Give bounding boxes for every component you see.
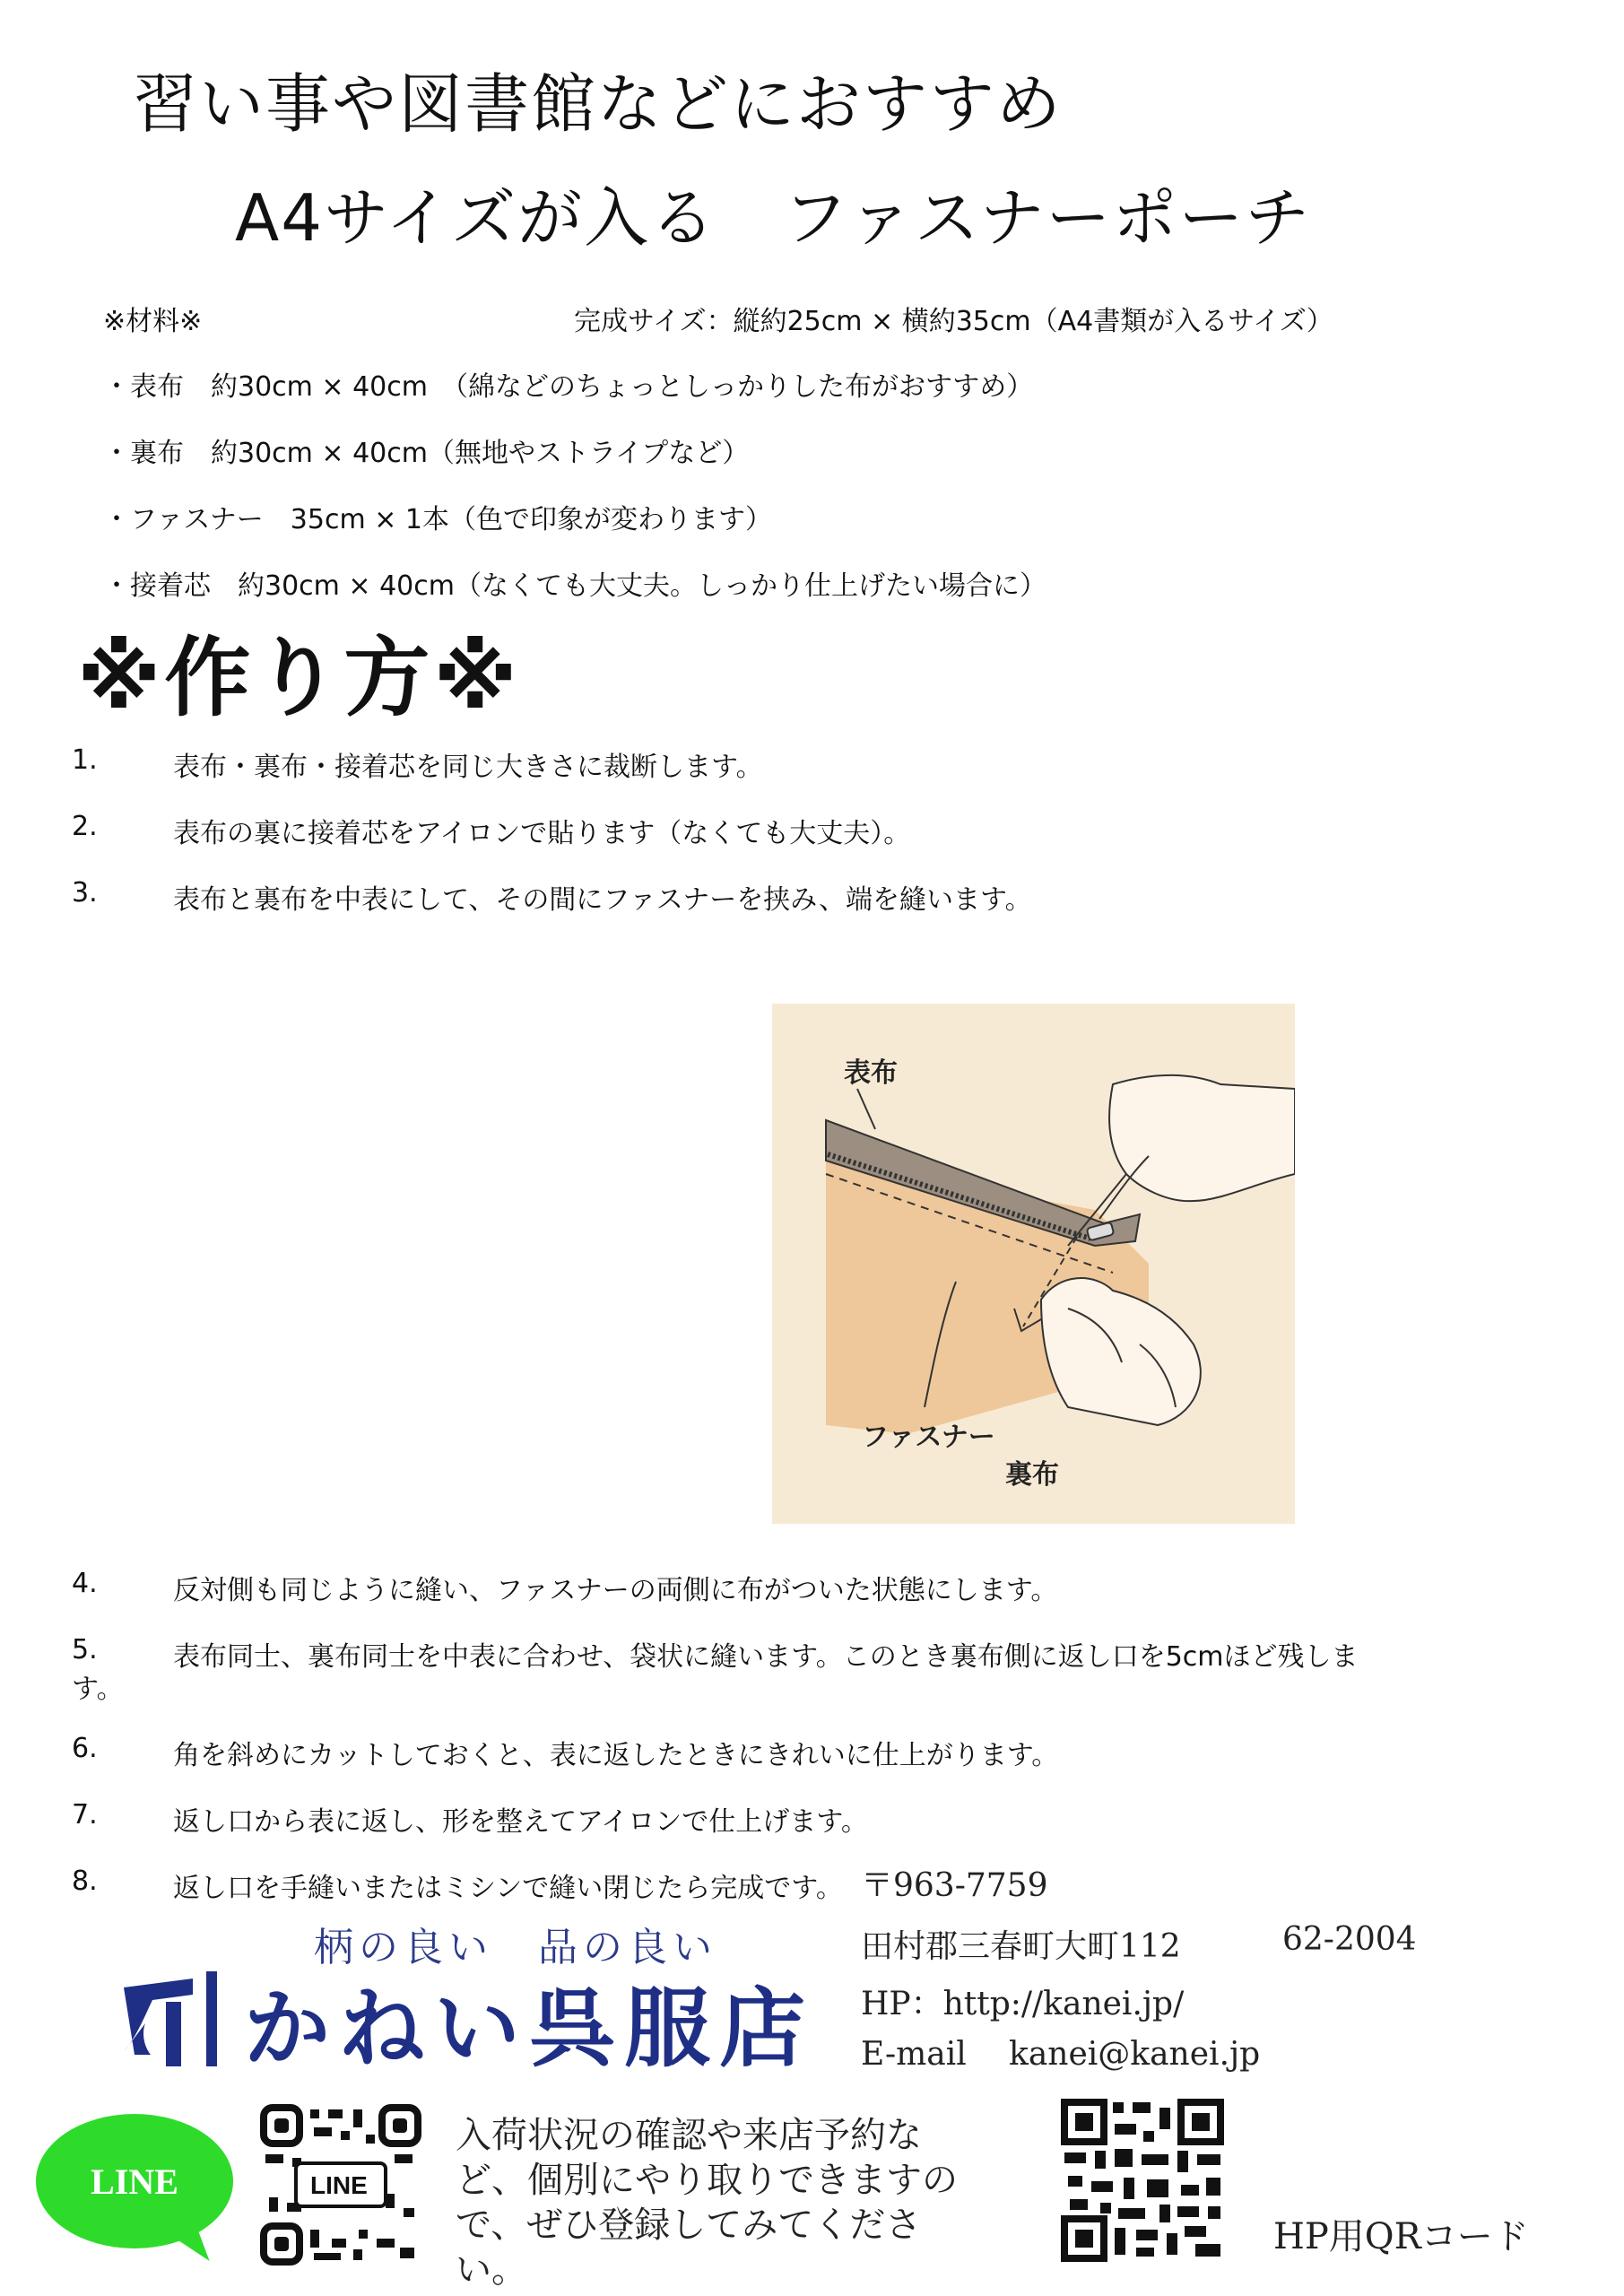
line-badge-label: LINE: [91, 2161, 178, 2202]
step-text: 反対側も同じように縫い、ファスナーの両側に布がついた状態にします。: [173, 1575, 1058, 1606]
step-number: 2.: [72, 811, 98, 842]
shop-email-label: E-mail: [861, 2036, 967, 2073]
step-text: 表布の裏に接着芯をアイロンで貼ります（なくても大丈夫）。: [173, 818, 911, 849]
postal-code: 〒963-7759: [861, 1867, 1048, 1904]
shop-phone: 62-2004: [1282, 1921, 1417, 1958]
material-item: ・ファスナー 35cm × 1本（色で印象が変わります）: [103, 504, 772, 535]
material-item: ・接着芯 約30cm × 40cm（なくても大丈夫。しっかり仕上げたい場合に）: [103, 570, 1046, 602]
shop-email[interactable]: kanei@kanei.jp: [1009, 2036, 1261, 2073]
step-text: 返し口から表に返し、形を整えてアイロンで仕上げます。: [173, 1806, 868, 1838]
label-lining-fabric: 裏布: [1005, 1459, 1059, 1491]
shop-logo-icon: [117, 1970, 224, 2068]
step-text: 表布と裏布を中表にして、その間にファスナーを挟み、端を縫います。: [173, 884, 1032, 916]
material-item: ・表布 約30cm × 40cm （綿などのちょっとしっかりした布がおすすめ）: [103, 371, 1034, 403]
step-text: 角を斜めにカットしておくと、表に返したときにきれいに仕上がります。: [173, 1740, 1059, 1771]
material-item: ・裏布 約30cm × 40cm（無地やストライプなど）: [103, 438, 750, 469]
shop-homepage[interactable]: HP：http://kanei.jp/: [861, 1986, 1185, 2022]
step-text: 表布・裏布・接着芯を同じ大きさに裁断します。: [173, 752, 763, 783]
title-line2: A4サイズが入る ファスナーポーチ: [235, 180, 1312, 256]
title-line1: 習い事や図書館などにおすすめ: [133, 66, 1063, 142]
step-number: 3.: [72, 877, 98, 909]
line-note: 入荷状況の確認や来店予約など、個別にやり取りできますので、ぜひ登録してみてください。: [456, 2115, 958, 2291]
step-number: 1.: [72, 744, 98, 776]
line-qr-code[interactable]: [260, 2104, 421, 2266]
shop-address: 田村郡三春町大町112: [861, 1928, 1181, 1965]
step-text: 返し口を手縫いまたはミシンで縫い閉じたら完成です。: [173, 1873, 843, 1904]
hp-qr-icon: [1061, 2099, 1224, 2262]
shop-logo-mark: [117, 1970, 224, 2068]
materials-heading: ※材料※: [103, 306, 203, 337]
step-number: 6.: [72, 1733, 98, 1764]
step-number: 8.: [72, 1866, 98, 1897]
line-qr-label: LINE: [310, 2171, 368, 2199]
step-number: 5.: [72, 1634, 98, 1665]
finished-size: 完成サイズ：縦約25cm × 横約35cm（A4書類が入るサイズ）: [574, 306, 1333, 337]
howto-heading: ※作り方※: [77, 628, 521, 728]
step-number: 7.: [72, 1799, 98, 1831]
step-number: 4.: [72, 1568, 98, 1599]
sewing-illustration: [772, 1004, 1295, 1524]
label-zipper: ファスナー: [862, 1422, 995, 1453]
hp-qr-label: HP用QRコード: [1273, 2216, 1529, 2257]
hp-qr-code[interactable]: [1061, 2099, 1224, 2262]
shop-name: かねい呉服店: [244, 1978, 814, 2079]
label-outer-fabric: 表布: [844, 1057, 898, 1089]
shop-slogan: 柄の良い 品の良い: [314, 1925, 717, 1970]
step-text-continuation: す。: [72, 1674, 124, 1705]
step-text: 表布同士、裏布同士を中表に合わせ、袋状に縫います。このとき裏布側に返し口を5cmほど残しま: [173, 1641, 1359, 1673]
